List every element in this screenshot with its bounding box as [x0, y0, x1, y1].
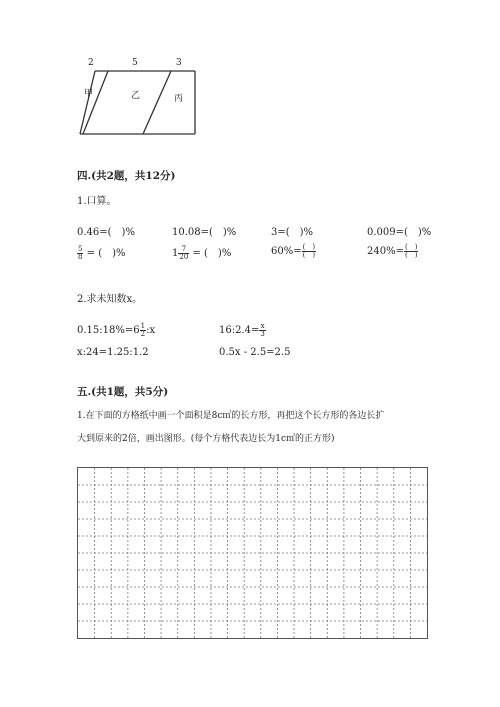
q2-title: 2.求未知数x。	[77, 294, 143, 305]
equation-1	[77, 323, 155, 338]
fraction-denominator: 8	[78, 253, 83, 261]
figure-divider-2	[143, 71, 171, 134]
calc-60-percent	[271, 244, 316, 259]
equation-2	[219, 323, 266, 338]
equation-3: x:24=1.25:1.2	[77, 347, 149, 358]
calc-tail: = ( )%	[83, 248, 126, 259]
q-grid-instruction-line-2: 大到原来的2倍，画出图形。(每个方格代表边长为1c㎡的正方形)	[77, 434, 335, 444]
square-grid-paper[interactable]	[77, 467, 428, 639]
region-label-jia: 甲	[84, 89, 94, 99]
section-5-heading: 五.(共1题，共5分)	[77, 386, 169, 398]
fraction	[259, 323, 265, 338]
fraction-numerator: 1	[140, 322, 146, 330]
calc-240-percent	[367, 244, 418, 259]
mixed-whole: 1	[172, 248, 179, 259]
equation-tail: :x	[146, 325, 156, 336]
grid-lines	[78, 468, 427, 638]
segment-label-3: 3	[176, 58, 182, 68]
fraction-numerator: 5	[78, 245, 83, 253]
figure-left-edge	[80, 71, 95, 134]
fraction-denominator: ( )	[302, 251, 316, 259]
calc-10-08: 10.08=( )%	[172, 227, 237, 238]
q1-title: 1.口算。	[77, 196, 117, 207]
region-label-bing: 丙	[174, 94, 184, 104]
equation-4: 0.5x - 2.5=2.5	[219, 347, 291, 358]
fraction-numerator: x	[260, 322, 265, 330]
fraction-numerator: ( )	[302, 243, 316, 251]
fraction	[178, 246, 189, 261]
calc-one-seven-twentieths	[172, 244, 231, 261]
fraction-denominator: 20	[179, 253, 189, 261]
fraction-numerator: ( )	[404, 243, 418, 251]
calc-tail: = ( )%	[189, 248, 232, 259]
equation-head: 0.15:18%=6	[77, 325, 140, 336]
calc-3: 3=( )%	[271, 227, 314, 238]
calc-0-46: 0.46=( )%	[77, 227, 135, 238]
figure-divider-1	[83, 71, 108, 134]
fraction-numerator: 7	[178, 246, 189, 254]
calc-head: 60%=	[271, 246, 302, 257]
trapezoid-figure	[75, 58, 205, 140]
calc-head: 240%=	[367, 246, 404, 257]
q-grid-instruction-line-1: 1.在下面的方格纸中画一个面积是8c㎡的长方形，再把这个长方形的各边长扩	[77, 411, 385, 421]
fraction	[302, 244, 316, 259]
calc-five-eighths	[77, 244, 126, 261]
fraction-denominator: 3	[260, 330, 265, 338]
calc-0-009: 0.009=( )%	[367, 227, 432, 238]
fraction	[404, 244, 418, 259]
equation-head: 16:2.4=	[219, 325, 260, 336]
fraction-denominator: 2	[140, 330, 146, 338]
region-label-yi: 乙	[131, 91, 141, 101]
segment-label-1: 2	[88, 58, 94, 68]
section-4-heading: 四.(共2题，共12分)	[77, 170, 176, 182]
segment-label-2: 5	[132, 58, 138, 68]
fraction-denominator: ( )	[404, 251, 418, 259]
